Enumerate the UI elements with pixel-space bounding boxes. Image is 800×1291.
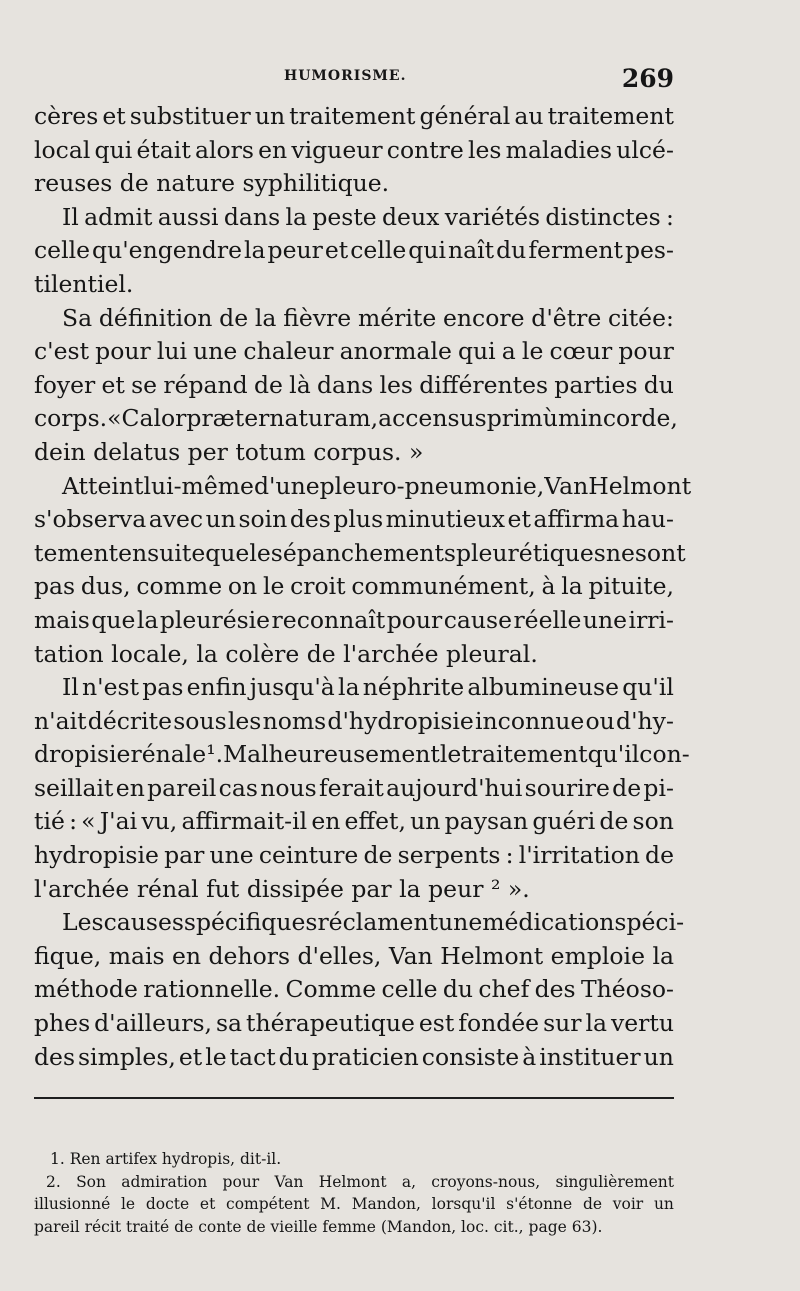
footnote-line: 1. Ren artifex hydropis, dit-il. (50, 1150, 282, 1168)
running-title: HUMORISME. (284, 68, 407, 84)
text-line: s'observa avec un soin des plus minutieux et affirma hau- (34, 505, 674, 534)
footnote-line: 2. Son admiration pour Van Helmont a, croyons-nous, singulièrement (46, 1172, 674, 1191)
text-line: cères et substituer un traitement général au traitement (34, 102, 674, 130)
text-line: local qui était alors en vigueur contre les maladies ulcé- (34, 135, 674, 164)
text-line: l'archée rénal fut dissipée par la peur ² ». (34, 874, 530, 903)
text-line: Il admit aussi dans la peste deux variétés distinctes : (62, 202, 674, 231)
text-line: tation locale, la colère de l'archée pleural. (34, 639, 538, 668)
text-line: fique, mais en dehors d'elles, Van Helmont emploie la (34, 941, 674, 970)
text-line: tié : « J'ai vu, affirmait-il en effet, un paysan guéri de son (34, 807, 674, 836)
text-line: phes d'ailleurs, sa thérapeutique est fondée sur la vertu (34, 1009, 674, 1038)
body-text (34, 100, 692, 1074)
text-line: tilentiel. (34, 269, 134, 298)
text-line: Il n'est pas enfin jusqu'à la néphrite albumineuse qu'il (62, 673, 674, 702)
text-line: dropisie rénale ¹. Malheureusement le traitement qu'il con- (34, 740, 690, 769)
text-line: tement ensuite que les épanchements pleurétiques ne sont (34, 538, 686, 567)
text-line: hydropisie par une ceinture de serpents : l'irritation de (34, 841, 674, 870)
text-line: dein delatus per totum corpus. » (34, 437, 424, 466)
text-line: pas dus, comme on le croit communément, à la pituite, (34, 572, 674, 601)
text-line: méthode rationnelle. Comme celle du chef des Théoso- (34, 975, 674, 1004)
text-line: Les causes spécifiques réclament une médication spéci- (62, 908, 685, 937)
footnotes (34, 1148, 674, 1238)
footnote-divider (34, 1097, 674, 1099)
text-line: reuses de nature syphilitique. (34, 169, 390, 198)
text-line: des simples, et le tact du praticien consiste à instituer un (34, 1042, 674, 1071)
page-number: 269 (621, 64, 674, 93)
text-line: n'ait décrite sous les noms d'hydropisie inconnue ou d'hy- (34, 706, 674, 735)
text-line: seillait en pareil cas nous ferait aujourd'hui sourire de pi- (34, 773, 674, 802)
text-line: celle qu'engendre la peur et celle qui naît du ferment pes- (34, 236, 674, 265)
text-line: c'est pour lui une chaleur anormale qui a le cœur pour (34, 337, 674, 366)
text-line: Atteint lui-même d'une pleuro-pneumonie, Van Helmont (62, 471, 692, 500)
text-line: foyer et se répand de là dans les différentes parties du (34, 370, 674, 399)
text-line: mais que la pleurésie reconnaît pour cause réelle une irri- (34, 605, 674, 634)
text-line: corps. « Calor præter naturam, accensus primùm in corde, (34, 404, 678, 433)
text-line: Sa définition de la fièvre mérite encore d'être citée: (62, 303, 674, 332)
running-head (34, 64, 674, 98)
footnote-line: illusionné le docte et compétent M. Mandon, lorsqu'il s'étonne de voir un (34, 1195, 674, 1213)
footnote-line: pareil récit traité de conte de vieille femme (Mandon, loc. cit., page 63). (34, 1217, 603, 1236)
